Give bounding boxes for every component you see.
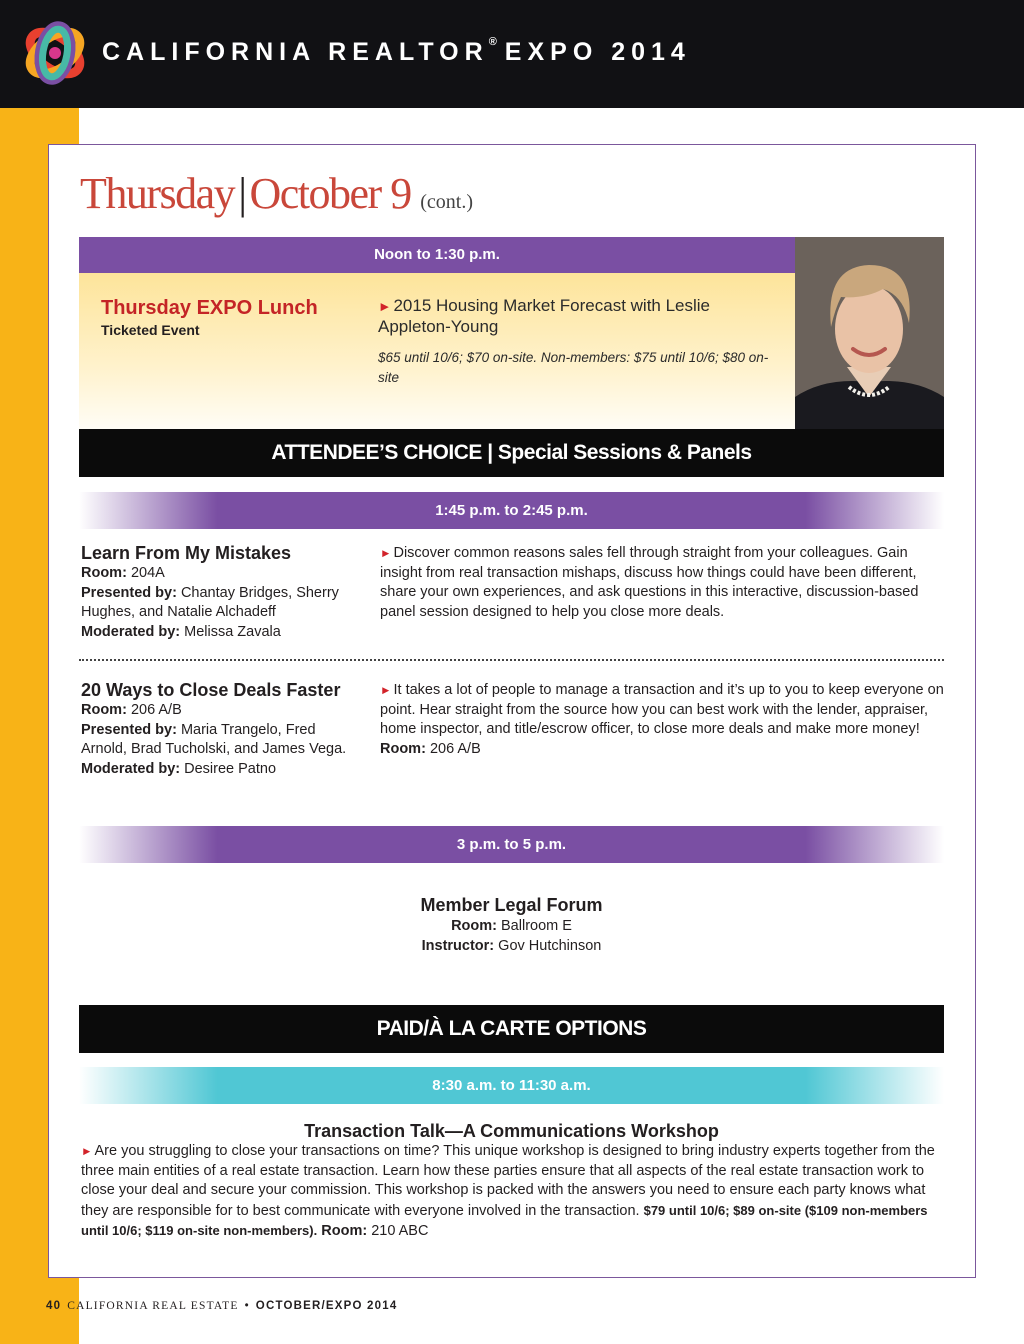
session-time-band-2: 3 p.m. to 5 p.m. — [79, 826, 944, 863]
session1-presenters: Chantay Bridges, Sherry Hughes, and Natalie Alchadeff — [81, 584, 339, 620]
session2-moderated-label: Moderated by: — [81, 760, 181, 777]
expo-logo-icon — [20, 16, 90, 90]
page-footer — [46, 1300, 397, 1312]
red-arrow-icon: ► — [81, 1145, 93, 1158]
red-arrow-icon: ► — [380, 684, 392, 697]
session1-moderator: Melissa Zavala — [184, 623, 281, 640]
session2-description — [380, 681, 944, 759]
expo-title-part2: EXPO 2014 — [504, 38, 691, 66]
legal-instructor-label: Instructor: — [421, 938, 495, 954]
legal-forum-title: Member Legal Forum — [420, 895, 603, 915]
legal-room: Ballroom E — [501, 918, 572, 934]
legal-room-label: Room: — [451, 918, 497, 934]
day-name: Thursday — [80, 169, 235, 218]
workshop-price: $79 until 10/6; $89 on-site ($109 non-members until 10/6; $119 on-site non-members). — [81, 1202, 928, 1239]
session2-desc-room: 206 A/B — [429, 740, 481, 757]
day-date: October 9 — [249, 169, 411, 218]
lunch-topic-text: 2015 Housing Market Forecast with Leslie Appleton-Young — [378, 296, 711, 336]
workshop-room: 210 ABC — [371, 1223, 429, 1240]
session1-description — [380, 544, 944, 622]
expo-header — [0, 0, 1024, 108]
session2-description-text: It takes a lot of people to manage a transaction and it’s up to you to keep everyone on point. Hear straight from the source how you can best work with the lender, appraiser, home inspector, and title/escrow officer, to close more deals and make more money! — [380, 682, 944, 737]
day-heading — [80, 168, 473, 219]
legal-forum — [79, 894, 944, 956]
paid-time-band: 8:30 a.m. to 11:30 a.m. — [79, 1067, 944, 1104]
session2-room: 206 A/B — [130, 702, 182, 718]
session1-room: 204A — [130, 565, 165, 581]
workshop-description-text: Are you struggling to close your transactions on time? This unique workshop is designed to bring industry experts together from the three main entities of a real estate transaction. Learn how these parties ensure that all aspects of the real estate transaction work to close your deal and secure your commission. This workshop is packed with the answers you need to ensure each party knows what they are responsible for to best communicate with everyone involved in the transaction. — [81, 1143, 935, 1219]
day-cont: (cont.) — [420, 191, 473, 213]
session1-presented-label: Presented by: — [81, 584, 177, 601]
paid-options-heading: PAID/À LA CARTE OPTIONS — [79, 1005, 944, 1053]
red-arrow-icon: ► — [380, 547, 392, 560]
workshop-title: Transaction Talk—A Communications Workshop — [304, 1121, 719, 1141]
day-separator: | — [238, 169, 246, 218]
registered-mark: ® — [488, 36, 497, 48]
session1-moderated-label: Moderated by: — [81, 623, 181, 640]
session2-desc-room-label: Room: — [380, 740, 426, 757]
lunch-time-band: Noon to 1:30 p.m. — [79, 237, 795, 273]
expo-title-part1: CALIFORNIA REALTOR — [102, 38, 489, 66]
speaker-photo — [795, 237, 944, 429]
session1-room-label: Room: — [81, 565, 127, 581]
session1-description-text: Discover common reasons sales fell through straight from your colleagues. Gain insight from real transaction mishaps, discuss how things could have been different, share your own experiences, and ask questions in this interactive, discussion-based panel session designed to help you close more deals. — [380, 545, 919, 620]
lunch-price: $65 until 10/6; $70 on-site. Non-members: $75 until 10/6; $80 on-site — [378, 350, 769, 385]
session1-meta — [81, 564, 361, 642]
session2-room-label: Room: — [81, 702, 127, 718]
workshop-description — [81, 1142, 941, 1242]
publication-name: CALIFORNIA REAL ESTATE — [67, 1300, 239, 1312]
lunch-topic — [378, 296, 778, 337]
session1-title: Learn From My Mistakes — [81, 543, 292, 563]
session2-moderator: Desiree Patno — [184, 760, 277, 777]
session2-meta — [81, 701, 361, 779]
footer-bullet: • — [244, 1300, 250, 1312]
session-time-band-1: 1:45 p.m. to 2:45 p.m. — [79, 492, 944, 529]
legal-instructor: Gov Hutchinson — [498, 938, 602, 954]
red-arrow-icon: ► — [378, 299, 392, 314]
page-number: 40 — [46, 1300, 62, 1312]
speaker-portrait-icon — [795, 237, 944, 429]
attendee-choice-heading: ATTENDEE’S CHOICE | Special Sessions & Panels — [79, 429, 944, 477]
expo-title — [102, 38, 691, 67]
issue-name: OCTOBER/EXPO 2014 — [255, 1300, 398, 1312]
workshop-room-label: Room: — [321, 1223, 368, 1240]
session2-title: 20 Ways to Close Deals Faster — [81, 680, 341, 700]
session2-presenters: Maria Trangelo, Fred Arnold, Brad Tucholski, and James Vega. — [81, 721, 347, 757]
lunch-title: Thursday EXPO Lunch — [101, 297, 318, 319]
lunch-subtitle: Ticketed Event — [101, 322, 200, 338]
dotted-divider — [79, 659, 944, 661]
session2-presented-label: Presented by: — [81, 721, 177, 738]
